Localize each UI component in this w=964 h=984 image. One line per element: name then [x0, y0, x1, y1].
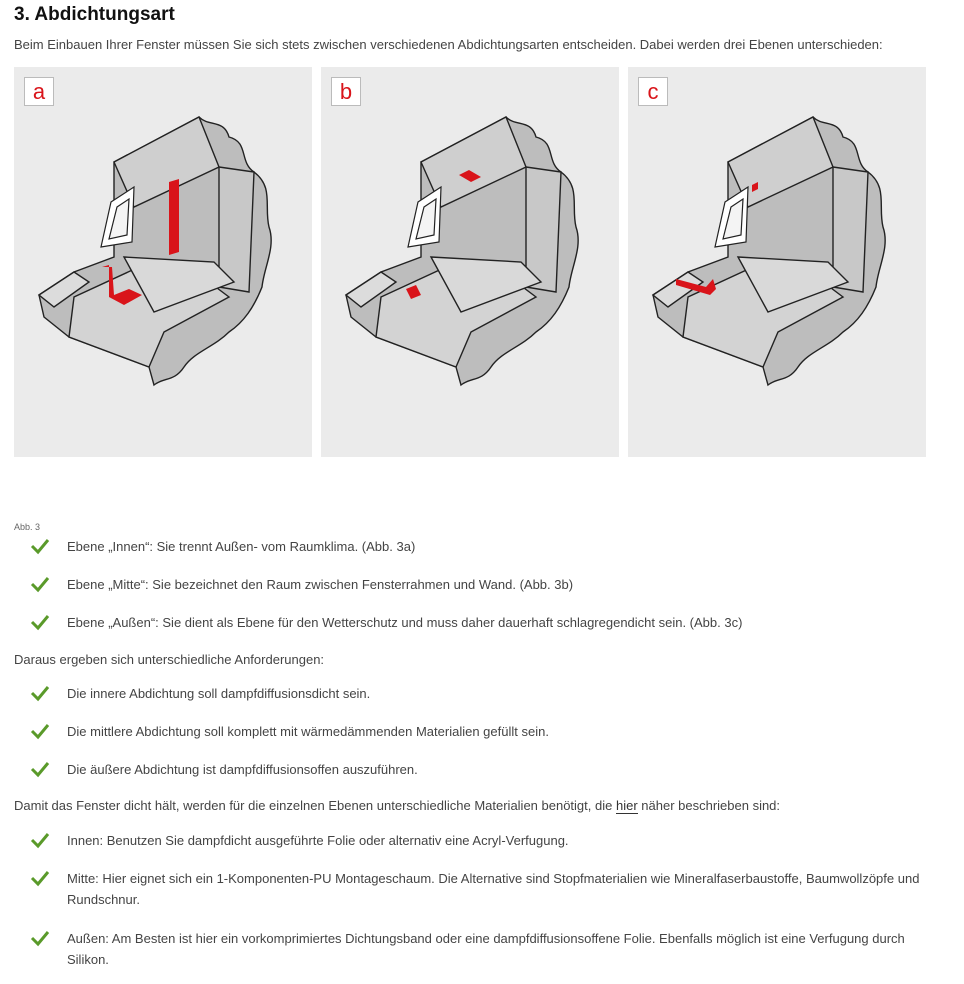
checkmark-icon — [30, 869, 50, 887]
figure-label-a: a — [24, 77, 54, 106]
figure-caption: Abb. 3 — [14, 522, 41, 532]
checkmark-icon — [30, 722, 50, 740]
materials-intro — [14, 798, 780, 813]
requirement-item-text: Die äußere Abdichtung ist dampfdiffusionsoffen auszuführen. — [67, 762, 418, 777]
intro-text: Beim Einbauen Ihrer Fenster müssen Sie sich stets zwischen verschiedenen Abdichtungsarten entscheiden. Dabei werden drei Ebenen unterschieden: — [14, 37, 883, 52]
page-title: 3. Abdichtungsart — [14, 4, 175, 25]
window-illustration-c — [628, 67, 926, 457]
requirement-item-text: Die innere Abdichtung soll dampfdiffusionsdicht sein. — [67, 686, 371, 701]
level-item-text: Ebene „Innen“: Sie trennt Außen- vom Raumklima. (Abb. 3a) — [67, 539, 416, 554]
figure-row — [14, 67, 926, 457]
level-item-text: Ebene „Außen“: Sie dient als Ebene für den Wetterschutz und muss daher dauerhaft schlagregendicht sein. (Abb. 3c) — [67, 615, 743, 630]
materials-link[interactable]: hier — [615, 798, 638, 813]
figure-c — [628, 67, 926, 457]
checkmark-icon — [30, 613, 50, 631]
materials-intro-after: näher beschrieben sind: — [637, 798, 781, 813]
material-item-text: Innen: Benutzen Sie dampfdicht ausgeführte Folie oder alternativ eine Acryl-Verfugung. — [67, 833, 569, 848]
requirements-intro: Daraus ergeben sich unterschiedliche Anforderungen: — [14, 652, 325, 667]
window-illustration-a — [14, 67, 312, 457]
checkmark-icon — [30, 575, 50, 593]
figure-a — [14, 67, 312, 457]
checkmark-icon — [30, 684, 50, 702]
checkmark-icon — [30, 831, 50, 849]
figure-b — [321, 67, 619, 457]
figure-label-c: c — [638, 77, 668, 106]
materials-intro-before: Damit das Fenster dicht hält, werden für die einzelnen Ebenen unterschiedliche Materialien benötigt, die — [14, 798, 616, 813]
checkmark-icon — [30, 760, 50, 778]
material-item-text: Außen: Am Besten ist hier ein vorkomprimiertes Dichtungsband oder eine dampfdiffusionsoffene Folie. Ebenfalls möglich ist eine Verfugung durch Silikon. — [67, 931, 905, 967]
material-item-text: Mitte: Hier eignet sich ein 1-Komponenten-PU Montageschaum. Die Alternative sind Stopfmaterialien wie Mineralfaserbaustoffe, Baumwollzöpfe und Rundschnur. — [67, 871, 920, 907]
requirement-item-text: Die mittlere Abdichtung soll komplett mit wärmedämmenden Materialien gefüllt sein. — [67, 724, 549, 739]
window-illustration-b — [321, 67, 619, 457]
figure-label-b: b — [331, 77, 361, 106]
checkmark-icon — [30, 929, 50, 947]
level-item-text: Ebene „Mitte“: Sie bezeichnet den Raum zwischen Fensterrahmen und Wand. (Abb. 3b) — [67, 577, 574, 592]
checkmark-icon — [30, 537, 50, 555]
